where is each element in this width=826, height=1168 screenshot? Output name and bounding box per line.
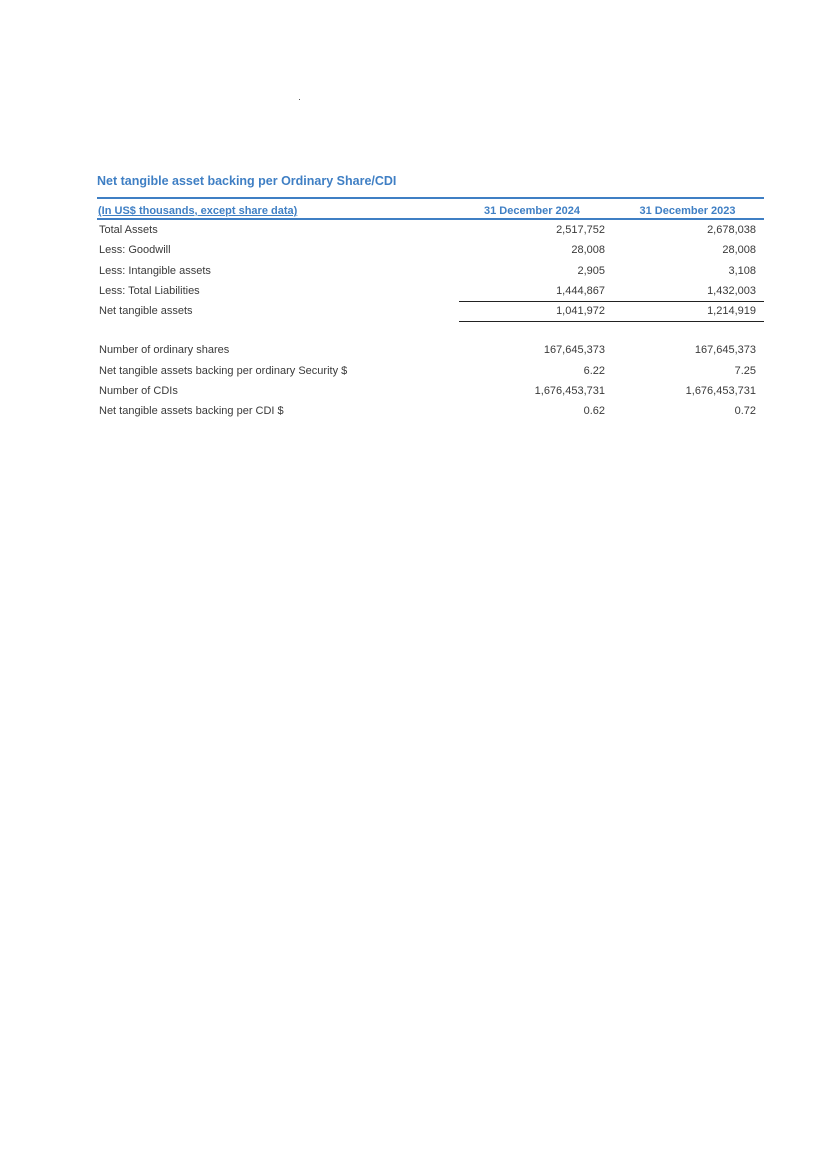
table-row-total-liabilities (97, 281, 764, 301)
table-header-row (97, 199, 764, 218)
table-spacer (97, 321, 764, 340)
table-row-nta-per-cdi (97, 401, 764, 421)
header-units-label: (In US$ thousands, except share data) (98, 205, 298, 217)
value-2023: 1,676,453,731 (685, 385, 756, 398)
row-label: Less: Goodwill (99, 244, 171, 257)
table-row-intangible-assets (97, 261, 764, 281)
row-label: Total Assets (99, 224, 158, 236)
value-2024: 167,645,373 (543, 344, 605, 357)
row-label: Net tangible assets backing per ordinary Security $ (99, 364, 348, 377)
value-2023: 167,645,373 (694, 344, 756, 357)
row-label: Net tangible assets backing per CDI $ (99, 405, 284, 418)
table-row-net-tangible-assets (97, 301, 764, 321)
value-2024: 6.22 (583, 364, 605, 377)
value-2024: 28,008 (571, 244, 605, 257)
value-2024: 1,676,453,731 (534, 385, 605, 398)
value-2024: 2,517,752 (556, 224, 605, 236)
value-2023: 0.72 (734, 405, 756, 418)
row-label: Less: Total Liabilities (99, 284, 200, 297)
value-2023: 3,108 (728, 264, 756, 277)
table-row-total-assets (97, 220, 764, 240)
table-row-ordinary-shares (97, 340, 764, 360)
value-2024: 0.62 (583, 405, 605, 418)
value-2024: 2,905 (577, 264, 605, 277)
value-2023: 28,008 (722, 244, 756, 257)
section-title: Net tangible asset backing per Ordinary Share/CDI (97, 174, 397, 188)
net-tangible-assets-table (97, 197, 764, 422)
value-2023: 2,678,038 (707, 224, 756, 236)
total-rule (459, 321, 764, 322)
value-2024: 1,041,972 (556, 305, 605, 318)
header-col-2023: 31 December 2023 (639, 205, 736, 217)
value-2024: 1,444,867 (556, 284, 605, 297)
value-2023: 7.25 (734, 364, 756, 377)
table-row-number-of-cdis (97, 381, 764, 401)
row-label: Less: Intangible assets (99, 264, 211, 277)
table-row-goodwill (97, 240, 764, 260)
value-2023: 1,214,919 (707, 305, 756, 318)
header-col-2024: 31 December 2024 (483, 205, 580, 217)
value-2023: 1,432,003 (707, 284, 756, 297)
table-row-nta-per-security (97, 361, 764, 381)
row-label: Number of CDIs (99, 385, 178, 398)
row-label: Number of ordinary shares (99, 344, 230, 357)
row-label: Net tangible assets (99, 305, 193, 318)
page-speck (299, 99, 300, 100)
